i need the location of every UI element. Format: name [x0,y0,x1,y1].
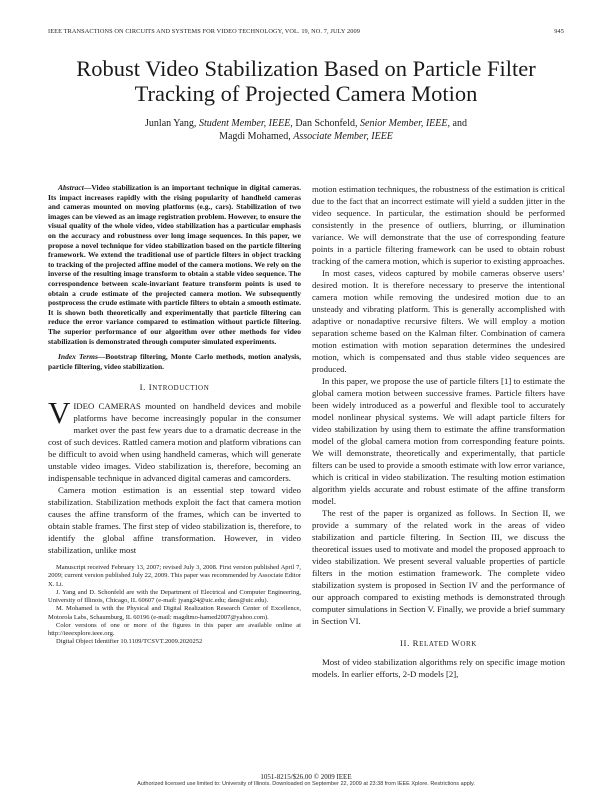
body-paragraph: In this paper, we propose the use of particle filters [1] to estimate the global camera motion between successive frames. Particle filters have been widely introduced as a powerful and flexible tool to accurately model nonlinear physical systems. We will adapt particle filters for video stabilization by using them to estimate the affine transformation model of the global camera motion from corresponding feature points. We will demonstrate, theoretically and experimentally, that particle filters can be used to provide a smooth estimate with low error variance, which is critical in video stabilization. The resulting motion estimation algorithm yields accurate and robust estimate of the affine transform model. [312,376,565,506]
page-number: 945 [554,28,564,35]
footnote-color-versions: Color versions of one or more of the figures in this paper are available online at http://ieeexplore.ieee.org. [48,621,301,637]
drop-cap: V [48,395,71,431]
section-initial: I [148,382,153,393]
journal-name: IEEE TRANSACTIONS ON CIRCUITS AND SYSTEMS FOR VIDEO TECHNOLOGY, VOL. 19, NO. 7, JULY 2009 [48,28,360,35]
intro-text: IDEO CAMERAS mounted on handheld devices and mobile platforms have become increasingly popular in the consumer market over the past few years due to a dramatic decrease in the cost of such devices. Rattled camera motion and platform vibrations can be difficult to avoid when using handheld cameras, which will generate unstable video images. Video stabilization is, therefore, becoming an indispensable technique in advanced digital cameras and camcorders. [48,401,301,484]
section-numeral: II. [400,638,413,648]
index-terms-text: Bootstrap filtering, Monte Carlo methods, motion analysis, particle filtering, video stabilization. [48,352,301,371]
paper-title: Robust Video Stabilization Based on Particle Filter Tracking of Projected Camera Motion [76,56,536,106]
author-affiliation: Associate Member, IEEE [293,131,393,142]
section-initial: R [412,638,420,648]
footnote-affiliation: M. Mohamed is with the Physical and Digital Realization Research Center of Excellence, Motorola Labs, Schaumburg, IL 60196 (e-mail: magdimo-hamed2007@yahoo.com). [48,605,301,621]
author-conjunction: and [452,118,467,129]
author-name: Magdi Mohamed, [219,131,291,142]
running-header [48,28,564,38]
index-terms-label: Index Terms— [58,352,106,362]
right-column [312,183,565,680]
author-affiliation: Student Member, IEEE, [198,118,293,129]
section-initial: W [451,638,461,648]
section-heading-related-work [312,637,565,650]
footnote-manuscript: Manuscript received February 13, 2007; revised July 3, 2008. First version published April 7, 2009; current version published July 22, 2009. This paper was recommended by Associate Editor X. Li. [48,564,301,588]
intro-paragraph [48,395,301,484]
section-numeral: I. [139,382,149,393]
body-paragraph: In most cases, videos captured by mobile cameras observe users’ desired motion. It is therefore necessary to preserve the intentional camera motion while removing the undesired motion due to an unsteady and vibrating platform. This is generally accomplished with adaptive or nonadaptive recursive filters. We will employ a motion separation scheme based on the Kalman filter. Combination of camera motion estimation with motion separation determines the undesired motion, which is compensated and thus stable video sequences are produced. [312,268,565,374]
author-name: Junlan Yang, [145,118,197,129]
license-notice: Authorized licensed use limited to: University of Illinois. Downloaded on September 22, 2009 at 23:38 from IEEE Xplore. Restrictions apply. [137,781,475,787]
section-title-rest: ELATED [419,640,452,648]
intro-paragraph-2: Camera motion estimation is an essential step toward video stabilization. Stabilization methods exploit the fact that camera motion causes the affine transform of the frames, which can be inverted to obtain stable frames. The first step of video stabilization is, therefore, to identify the global affine transformation. However, in video stabilization, unlike most [48,485,301,556]
left-column [48,183,301,646]
footnotes [48,564,301,646]
copyright-line: 1051-8215/$26.00 © 2009 IEEE [260,773,352,781]
section-heading-introduction [48,381,301,394]
body-paragraph: The rest of the paper is organized as follows. In Section II, we provide a summary of the related work in the areas of video stabilization and particle filtering. In Section III, we discuss the theoretical issues used to motivate and model the proposed approach to video stabilization. We present several valuable properties of particle filters in the motion estimation framework. The complete video stabilization system is proposed in Section IV and the performance of our approach compared to existing methods is demonstrated through computer simulations in Section V. Finally, we provide a brief summary in Section VI. [312,508,565,626]
section-title-rest: ORK [460,640,477,648]
author-name: Dan Schonfeld, [295,118,358,129]
body-paragraph: Most of video stabilization algorithms rely on specific image motion models. In earlier efforts, 2-D models [2], [312,657,565,679]
section-title-rest: NTRODUCTION [152,384,210,393]
abstract-label: Abstract— [58,183,92,192]
body-paragraph: motion estimation techniques, the robustness of the estimation is critical due to the fact that an incorrect estimate will yield a sudden jitter in the video sequence. In particular, the estimation should be performed consistently in the presence of outliers, blurring, or illumination variance. We will demonstrate that the use of corresponding feature points in a particle filtering framework can be used to obtain robust tracking of the camera motion, which is superior to existing approaches. [312,184,565,266]
abstract-text: Video stabilization is an important technique in digital cameras. Its impact increases rapidly with the rising popularity of handheld cameras and cameras mounted on moving platforms (e.g., cars). Stabilization of two images can be viewed as an image registration problem. However, to ensure the visual quality of the whole video, video stabilization has a particular emphasis on the accuracy and robustness over long image sequences. In this paper, we propose a novel technique for video stabilization based on the particle filtering framework. We extend the traditional use of particle filters in object tracking to tracking of the projected affine model of the camera motions. We rely on the inverse of the resulting image transform to obtain a stable video sequence. The correspondence between scale-invariant feature transform points is used to obtain a crude estimate of the projected camera motion. We subsequently postprocess the crude estimate with particle filters to obtain a smooth estimate. It is shown both theoretically and experimentally that particle filtering can reduce the error variance compared to estimation without particle filtering. The superior performance of our algorithm over other methods for video stabilization is demonstrated through computer simulated experiments. [48,183,301,346]
footnote-affiliation: J. Yang and D. Schonfeld are with the Department of Electrical and Computer Engineering, University of Illinois, Chicago, IL 60607 (e-mail: jyang24@uic.edu; dans@uic.edu). [48,588,301,605]
author-affiliation: Senior Member, IEEE, [360,118,451,129]
abstract [48,183,301,346]
author-list [60,117,552,143]
footnote-doi: Digital Object Identifier 10.1109/TCSVT.2009.2020252 [56,638,203,646]
index-terms [48,352,301,371]
